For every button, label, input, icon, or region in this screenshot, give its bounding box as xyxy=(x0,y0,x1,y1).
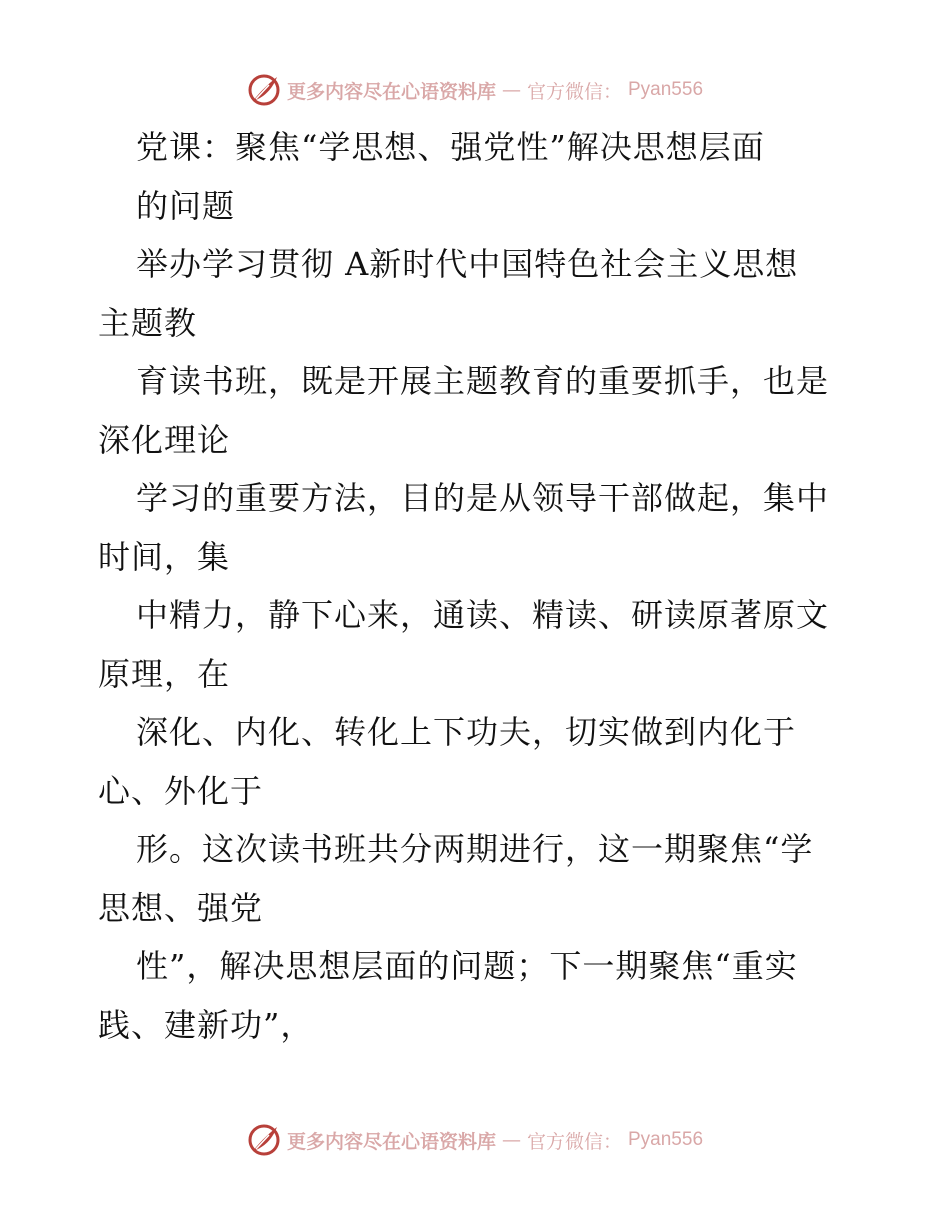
feather-pen-logo-icon xyxy=(247,73,281,107)
text-line: 中精力，静下心来，通读、精读、研读原著原文 xyxy=(136,596,830,634)
watermark-dash: — xyxy=(501,1129,521,1151)
text-line: 心、外化于 xyxy=(98,771,264,810)
watermark-wechat-label: 官方微信： xyxy=(526,1130,622,1153)
text-line: 原理，在 xyxy=(98,654,231,693)
text-line: 思想、强党 xyxy=(98,888,264,927)
watermark-wechat-id: Pyan556 xyxy=(628,1129,704,1150)
watermark-slogan: 更多内容尽在心语资料库 xyxy=(286,80,496,103)
text-line: 党课：聚焦“学思想、强党性”解决思想层面 xyxy=(136,128,765,166)
feather-pen-logo-icon xyxy=(247,1123,281,1157)
text-line: 时间，集 xyxy=(98,537,231,576)
text-line: 举办学习贯彻 A新时代中国特色社会主义思想 xyxy=(136,245,799,283)
footer-watermark xyxy=(0,1120,950,1160)
text-line: 深化、内化、转化上下功夫，切实做到内化于 xyxy=(136,713,797,751)
text-line: 践、建新功”， xyxy=(98,1005,314,1044)
text-line: 深化理论 xyxy=(98,420,231,459)
text-line: 的问题 xyxy=(136,186,236,225)
text-line: 性”，解决思想层面的问题；下一期聚焦“重实 xyxy=(136,947,798,985)
header-watermark xyxy=(0,70,950,110)
text-line: 育读书班，既是开展主题教育的重要抓手，也是 xyxy=(136,362,830,400)
watermark-dash: — xyxy=(501,79,521,101)
text-line: 主题教 xyxy=(98,303,198,342)
text-line: 形。这次读书班共分两期进行，这一期聚焦“学 xyxy=(136,830,814,868)
watermark-wechat-id: Pyan556 xyxy=(628,79,704,100)
text-line: 学习的重要方法，目的是从领导干部做起，集中 xyxy=(136,479,830,517)
watermark-wechat-label: 官方微信： xyxy=(526,80,622,103)
document-body xyxy=(98,118,858,1054)
watermark-slogan: 更多内容尽在心语资料库 xyxy=(286,1130,496,1153)
